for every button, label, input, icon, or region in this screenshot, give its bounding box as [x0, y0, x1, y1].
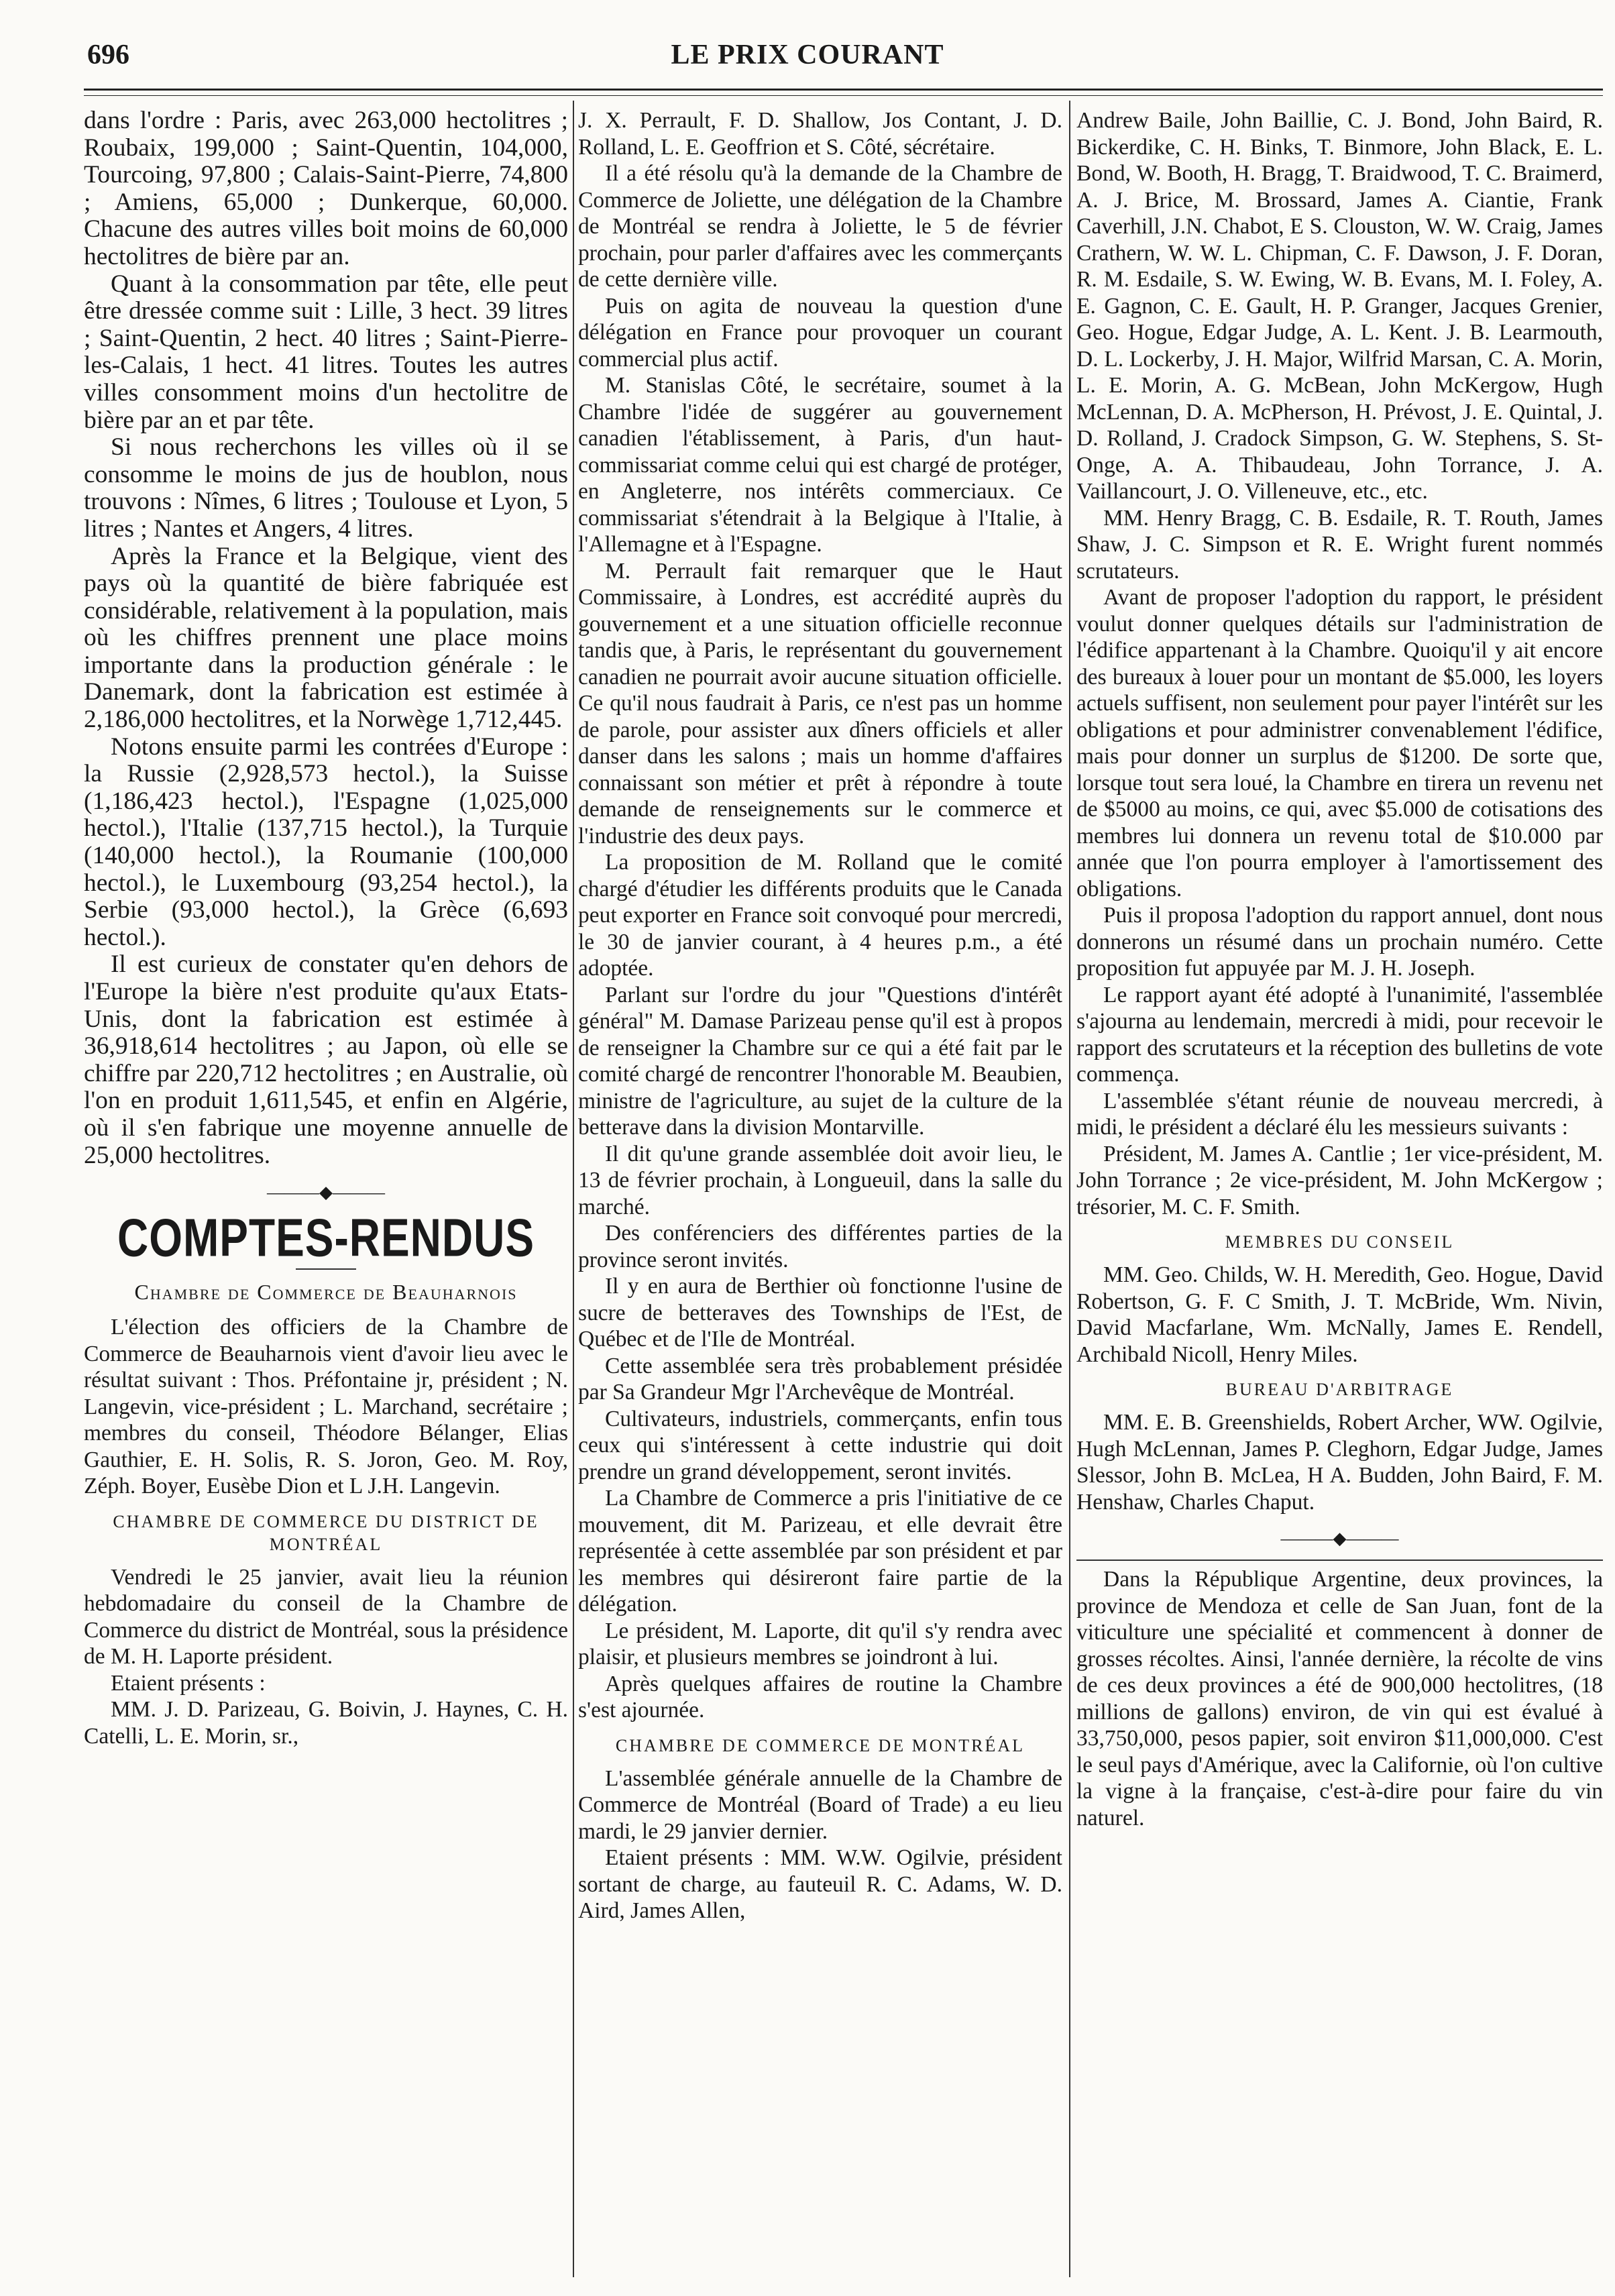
column-divider [1069, 101, 1070, 2277]
page-number: 696 [87, 40, 129, 70]
article-paragraph: J. X. Perrault, F. D. Shallow, Jos Contant, J. D. Rolland, L. E. Geoffrion et S. Côté, sécrétaire. [578, 108, 1062, 160]
article-paragraph: M. Perrault fait remarquer que le Haut Commissaire, à Londres, est accrédité auprès du gouvernement et a une situation officielle reconnue tandis que, à Paris, le représentant du gouvernement canadien ne pourrait avoir aucune situation officielle. Ce qu'il nous faudrait à Paris, ce n'est pas un homme de parole, pour assister aux dîners officiels et aller danser dans les salons ; mais un homme d'affaires connaissant son métier et prêt à répondre à toute demande de renseignements sur le commerce et l'industrie des deux pays. [578, 558, 1062, 849]
article-paragraph: Après la France et la Belgique, vient des pays où la quantité de bière fabriquée est considérable, relativement à la population, mais où les chiffres prennent une place moins importante dans la production générale : le Danemark, dont la fabrication est estimée à 2,186,000 hectolitres, et la Norwège 1,712,445. [84, 542, 568, 734]
article-paragraph: La Chambre de Commerce a pris l'initiative de ce mouvement, dit M. Parizeau, et elle devrait être représentée à cette assemblée par son président et par les membres qui désireront faire partie de la délégation. [578, 1486, 1062, 1617]
article-paragraph: Etaient présents : [111, 1670, 266, 1696]
article-paragraph: Puis il proposa l'adoption du rapport annuel, dont nous donnerons un résumé dans un prochain numéro. Cette proposition fut appuyée par M. J. H. Joseph. [1076, 903, 1603, 981]
article-paragraph: La proposition de M. Rolland que le comité chargé d'étudier les différents produits que le Canada peut exporter en France soit convoqué pour mercredi, le 30 de janvier courant, à 4 heures p.m., a été adoptée. [578, 850, 1062, 981]
section-title: COMPTES-RENDUS [117, 1207, 535, 1268]
article-paragraph: Quant à la consommation par tête, elle peut être dressée comme suit : Lille, 3 hect. 39 litres ; Saint-Quentin, 2 hect. 40 litres ; Saint-Pierre-les-Calais, 1 hect. 41 litres. Toutes les autres villes consomment moins d'un hectolitre de bière par an et par tête. [84, 270, 568, 434]
header-rule-thin [84, 95, 1603, 96]
ornament-divider: ———◆——— [267, 1183, 385, 1203]
article-paragraph: MM. J. D. Parizeau, G. Boivin, J. Haynes, C. H. Catelli, L. E. Morin, sr., [84, 1697, 568, 1749]
article-paragraph: MM. Geo. Childs, W. H. Meredith, Geo. Hogue, David Robertson, G. F. C Smith, J. T. McBride, Wm. Nivin, David Macfarlane, Wm. McNally, James E. Rendell, Archibald Nicoll, Henry Miles. [1076, 1262, 1603, 1367]
article-paragraph: Dans la République Argentine, deux provinces, la province de Mendoza et celle de San Juan, font de la viticulture une spécialité et commencent à donner de grosses récoltes. Ainsi, l'année dernière, la récolte de vins de ces deux provinces a été de 900,000 hectolitres, (18 millions de gallons) environ, de vin qui est évalué à 33,750,000, pesos papier, soit environ $11,000,000. C'est le seul pays d'Amérique, avec la Californie, où l'on cultive la vigne à la française, c'est-à-dire pour faire du vin naturel. [1076, 1567, 1603, 1830]
article-paragraph: Le président, M. Laporte, dit qu'il s'y rendra avec plaisir, et plusieurs membres se joindront à lui. [578, 1618, 1062, 1670]
article-paragraph: Etaient présents : MM. W.W. Ogilvie, président sortant de charge, au fauteuil R. C. Adams, W. D. Aird, James Allen, [578, 1845, 1062, 1923]
subsection-heading: BUREAU D'ARBITRAGE [1225, 1380, 1454, 1399]
article-paragraph: MM. E. B. Greenshields, Robert Archer, WW. Ogilvie, Hugh McLennan, James P. Cleghorn, Edgar Judge, James Slessor, John B. McLea, H A. Budden, John Baird, F. M. Henshaw, Charles Chaput. [1076, 1410, 1603, 1515]
ornament-divider: ———◆——— [1280, 1529, 1399, 1548]
article-paragraph: Cultivateurs, industriels, commerçants, enfin tous ceux qui s'intéressent à cette industrie qui doit prendre un grand développement, seront invités. [578, 1406, 1062, 1484]
subsection-heading: MEMBRES DU CONSEIL [1225, 1232, 1455, 1252]
subsection-heading: CHAMBRE DE COMMERCE DU DISTRICT DE MONTRÉAL [113, 1511, 539, 1554]
article-paragraph: Président, M. James A. Cantlie ; 1er vice-président, M. John Torrance ; 2e vice-président, M. John McKergow ; trésorier, M. C. F. Smith. [1076, 1141, 1603, 1219]
article-paragraph: Le rapport ayant été adopté à l'unanimité, l'assemblée s'ajourna au lendemain, mercredi à midi, pour recevoir le rapport des scrutateurs et la réception des bulletins de vote commença. [1076, 982, 1603, 1087]
article-paragraph: Parlant sur l'ordre du jour "Questions d'intérêt général" M. Damase Parizeau pense qu'il est à propos de renseigner la Chambre sur ce qui a été fait par le comité chargé de rencontrer l'honorable M. Beaubien, ministre de l'agriculture, au sujet de la culture de la betterave dans la division Montarville. [578, 982, 1062, 1140]
article-paragraph: Il a été résolu qu'à la demande de la Chambre de Commerce de Joliette, une délégation de la Chambre de Montréal se rendra à Joliette, le 5 de février prochain, pour parler d'affaires avec les commerçants de cette dernière ville. [578, 161, 1062, 292]
comptes-rendus-body [84, 1279, 568, 1749]
article-paragraph: Vendredi le 25 janvier, avait lieu la réunion hebdomadaire du conseil de la Chambre de Commerce du district de Montréal, sous la présidence de M. H. Laporte président. [84, 1564, 568, 1670]
column-1 [84, 107, 568, 2274]
header-rule [84, 89, 1603, 91]
section-rule [1076, 1560, 1603, 1561]
article-paragraph: L'assemblée générale annuelle de la Chambre de Commerce de Montréal (Board of Trade) a eu lieu mardi, le 29 janvier dernier. [578, 1765, 1062, 1844]
article-paragraph: Il y en aura de Berthier où fonctionne l'usine de sucre de betteraves des Townships de l'Est, de Québec et de l'Ile de Montréal. [578, 1274, 1062, 1352]
article-paragraph: Notons ensuite parmi les contrées d'Europe : la Russie (2,928,573 hectol.), la Suisse (1,186,423 hectol.), l'Espagne (1,025,000 hectol.), l'Italie (137,715 hectol.), la Turquie (140,000 hectol.), la Roumanie (100,000 hectol.), le Luxembourg (93,254 hectol.), la Serbie (93,000 hectol.), la Grèce (6,693 hectol.). [84, 732, 568, 951]
article-paragraph: Puis on agita de nouveau la question d'une délégation en France pour provoquer un courant commercial plus actif. [578, 293, 1062, 372]
article-paragraph: Avant de proposer l'adoption du rapport, le président voulut donner quelques détails sur l'administration de l'édifice appartenant à la Chambre. Quoiqu'il y ait encore des bureaux à louer pour un montant de $5.000, les loyers actuels suffisent, non seulement pour payer l'intérêt sur les obligations et pour administrer convenablement l'édifice, mais pour donner un surplus de $1200. De sorte que, lorsque tout sera loué, la Chambre en tirera un revenu net de $5000 au moins, ce qui, avec $5.000 de cotisations des membres lui donnera un revenu total de $10.000 par année que l'on pourra employer à l'amortissement des obligations. [1076, 585, 1603, 901]
column-2 [578, 107, 1062, 2274]
article-paragraph: MM. Henry Bragg, C. B. Esdaile, R. T. Routh, James Shaw, J. C. Simpson et R. E. Wright furent nommés scrutateurs. [1076, 505, 1603, 584]
article-paragraph: Si nous recherchons les villes où il se consomme le moins de jus de houblon, nous trouvons : Nîmes, 6 litres ; Toulouse et Lyon, 5 litres ; Nantes et Angers, 4 litres. [84, 433, 568, 543]
article-paragraph: Il dit qu'une grande assemblée doit avoir lieu, le 13 de février prochain, à Longueuil, dans la salle du marché. [578, 1141, 1062, 1219]
article-paragraph: Il est curieux de constater qu'en dehors de l'Europe la bière n'est produite qu'aux Etats-Unis, dont la fabrication est estimée à 36,918,614 hectolitres ; au Japon, où elle se chiffre par 220,712 hectolitres ; en Australie, où l'on en produit 1,611,545, et enfin en Algérie, où il s'en fabrique une moyenne annuelle de 25,000 hectolitres. [84, 950, 568, 1169]
column-divider [573, 101, 574, 2277]
column-3 [1076, 107, 1603, 2274]
article-paragraph: Après quelques affaires de routine la Chambre s'est ajournée. [578, 1671, 1062, 1723]
article-paragraph: L'assemblée s'étant réunie de nouveau mercredi, à midi, le président a déclaré élu les messieurs suivants : [1076, 1088, 1603, 1140]
subsection-heading: Chambre de Commerce de Beauharnois [134, 1280, 518, 1305]
journal-title: LE PRIX COURANT [671, 40, 944, 70]
article-paragraph: Cette assemblée sera très probablement présidée par Sa Grandeur Mgr l'Archevêque de Montréal. [578, 1353, 1062, 1405]
short-rule [296, 1268, 356, 1270]
article-paragraph: dans l'ordre : Paris, avec 263,000 hectolitres ; Roubaix, 199,000 ; Saint-Quentin, 104,000, Tourcoing, 97,800 ; Calais-Saint-Pierre, 74,800 ; Amiens, 65,000 ; Dunkerque, 60,000. Chacune des autres villes boit moins de 60,000 hectolitres de bière par an. [84, 107, 568, 270]
article-paragraph: M. Stanislas Côté, le secrétaire, soumet à la Chambre l'idée de suggérer au gouvernement canadien l'établissement, à Paris, d'un haut-commissariat comme celui qui est chargé de protéger, en Angleterre, nos intérêts commerciaux. Ce commissariat s'étendrait à la Belgique à l'Italie, à l'Allemagne et à l'Espagne. [578, 373, 1062, 557]
article-paragraph: Andrew Baile, John Baillie, C. J. Bond, John Baird, R. Bickerdike, C. H. Binks, T. Binmore, John Black, E. L. Bond, W. Booth, H. Bragg, T. Braidwood, T. C. Braimerd, A. J. Brice, M. Brossard, James A. Ciantie, Frank Caverhill, J.N. Chabot, E S. Clouston, W. W. Craig, James Crathern, W. W. L. Chipman, C. F. Dawson, J. F. Doran, R. M. Esdaile, S. W. Ewing, W. B. Evans, M. I. Foley, A. E. Gagnon, C. E. Gault, H. P. Granger, Jacques Grenier, Geo. Hogue, Edgar Judge, A. L. Kent. J. B. Learmouth, D. L. Lockerby, J. H. Major, Wilfrid Marsan, C. A. Morin, L. E. Morin, A. G. McBean, John McKergow, Hugh McLennan, D. A. McPherson, H. Prévost, J. E. Quintal, J. D. Rolland, J. Cradock Simpson, G. W. Stephens, S. St-Onge, A. A. Thibaudeau, John Torrance, J. A. Vaillancourt, J. O. Villeneuve, etc., etc. [1076, 108, 1603, 504]
article-paragraph: Des conférenciers des différentes parties de la province seront invités. [578, 1221, 1062, 1272]
subsection-heading: CHAMBRE DE COMMERCE DE MONTRÉAL [615, 1735, 1025, 1755]
article-paragraph: L'élection des officiers de la Chambre de Commerce de Beauharnois vient d'avoir lieu avec le résultat suivant : Thos. Préfontaine jr, président ; N. Langevin, vice-président ; L. Marchand, secrétaire ; membres du conseil, Théodore Bélanger, Elias Gauthier, E. H. Solis, R. S. Joron, Geo. M. Roy, Zéph. Boyer, Eusèbe Dion et L J.H. Langevin. [84, 1315, 568, 1499]
